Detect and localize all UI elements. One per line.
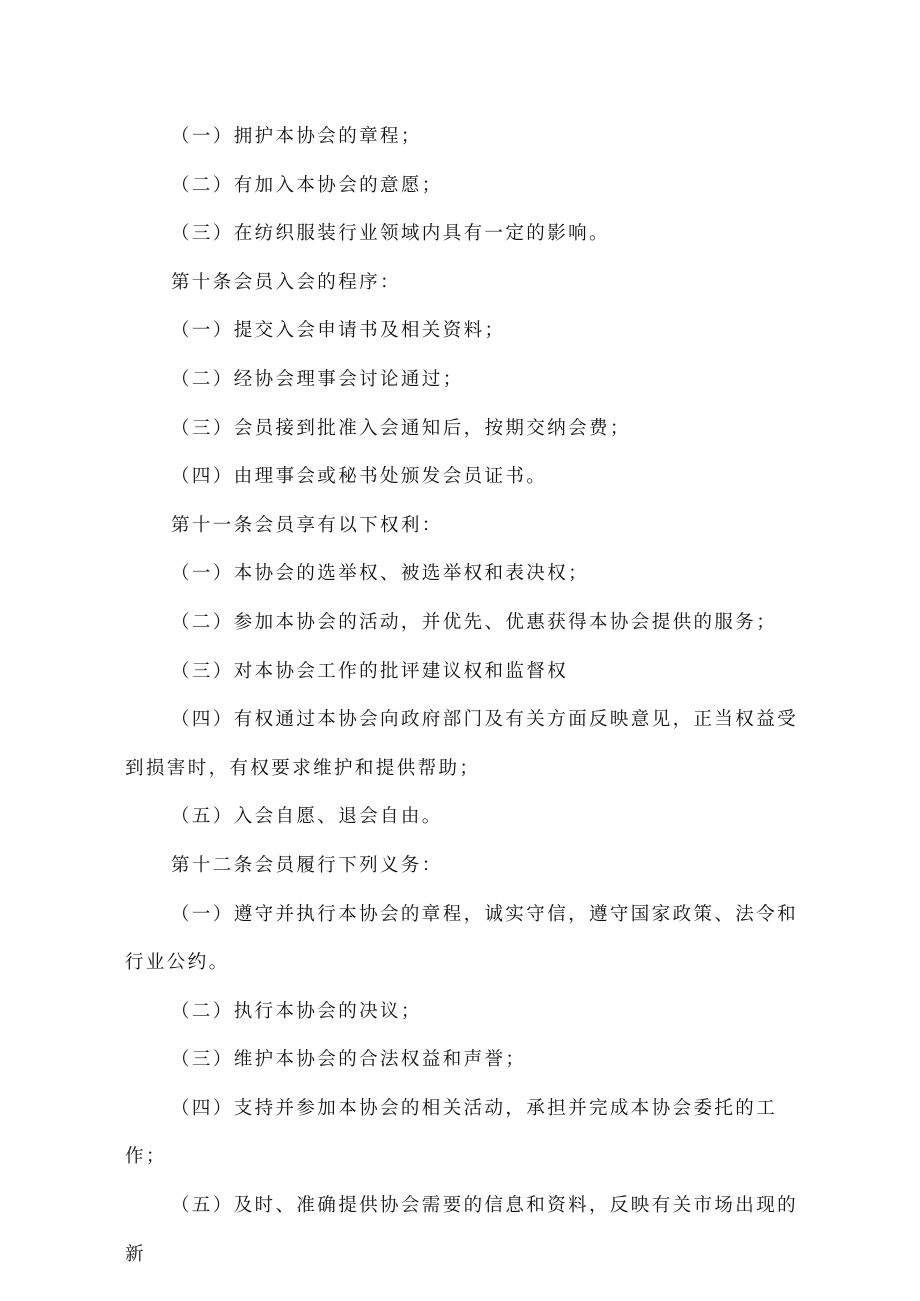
paragraph-item-12-4: （四）支持并参加本协会的相关活动，承担并完成本协会委托的工作； [125, 1097, 778, 1168]
paragraph-item-12-3: （三）维护本协会的合法权益和声誉； [171, 1049, 527, 1071]
paragraph-item-12-5: （五）及时、准确提供协会需要的信息和资料，反映有关市场出现的新 [125, 1195, 799, 1265]
paragraph-item-11-1: （一）本协会的选举权、被选举权和表决权； [171, 563, 590, 585]
paragraph-item-10-1: （一）提交入会申请书及相关资料； [171, 320, 506, 342]
paragraph-item-11-3: （三）对本协会工作的批评建议权和监督权 [171, 660, 569, 682]
article-10-heading: 第十条会员入会的程序： [171, 271, 401, 293]
article-12-heading: 第十二条会员履行下列义务： [171, 854, 443, 876]
paragraph-item-1-3: （三）在纺织服装行业领域内具有一定的影响。 [171, 223, 610, 245]
paragraph-item-10-3: （三）会员接到批准入会通知后，按期交纳会费； [171, 417, 631, 439]
paragraph-item-11-2: （二）参加本协会的活动，并优先、优惠获得本协会提供的服务； [171, 611, 778, 633]
paragraph-item-10-4: （四）由理事会或秘书处颁发会员证书。 [171, 466, 548, 488]
paragraph-item-11-5: （五）入会自愿、退会自由。 [171, 806, 443, 828]
article-11-heading: 第十一条会员享有以下权利： [171, 514, 443, 536]
paragraph-item-1-2: （二）有加入本协会的意愿； [171, 174, 443, 196]
paragraph-item-11-4: （四）有权通过本协会向政府部门及有关方面反映意见，正当权益受到损害时，有权要求维护和提供帮助； [125, 709, 799, 779]
paragraph-item-12-1: （一）遵守并执行本协会的章程，诚实守信，遵守国家政策、法令和行业公约。 [125, 903, 799, 974]
paragraph-item-12-2: （二）执行本协会的决议； [171, 1000, 422, 1022]
paragraph-item-10-2: （二）经协会理事会讨论通过； [171, 368, 464, 390]
document-page [125, 113, 805, 1279]
paragraph-item-1-1: （一）拥护本协会的章程； [171, 126, 422, 147]
